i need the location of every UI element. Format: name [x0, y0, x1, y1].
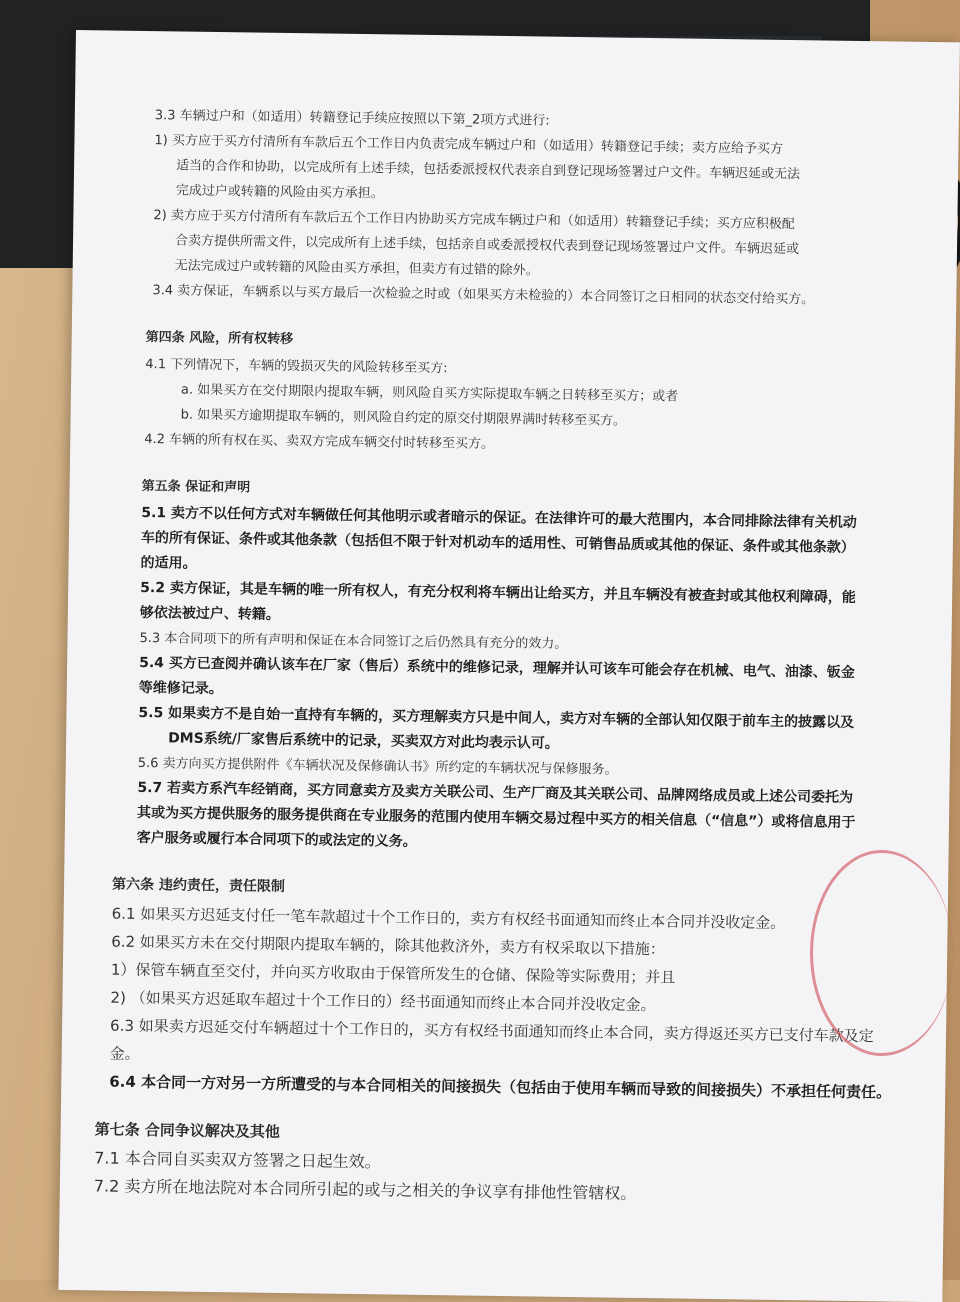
clause-3-3-option-1-line-1: 1) 买方应于买方付清所有车款后五个工作日内负责完成车辆过户和（如适用）转籍登记手续；卖方应给予买方 [154, 133, 783, 157]
clause-5-1-line-3: 的适用。 [140, 554, 197, 572]
clause-6-4: 6.4 本合同一方对另一方所遭受的与本合同相关的间接损失（包括由于使用车辆而导致的间接损失）不承担任何责任。 [109, 1072, 892, 1102]
clause-5-3: 5.3 本合同项下的所有声明和保证在本合同签订之后仍然具有充分的效力。 [139, 630, 568, 652]
clause-5-7-line-3: 客户服务或履行本合同项下的或法定的义务。 [136, 829, 417, 850]
clause-6-3-line-2: 金。 [109, 1044, 140, 1063]
section-5-title: 第五条 保证和声明 [141, 478, 251, 496]
clause-5-1-line-1: 5.1 卖方不以任何方式对车辆做任何其他明示或者暗示的保证。在法律许可的最大范围内，本合同排除法律有关机动 [141, 504, 857, 531]
clause-3-4: 3.4 卖方保证，车辆系以与买方最后一次检验之时或（如果买方未检验的）本合同签订之日相同的状态交付给买方。 [152, 283, 815, 308]
clause-4-1-a: a. 如果买方在交付期限内提取车辆，则风险自买方实际提取车辆之日转移至买方；或者 [180, 382, 679, 405]
section-7-title: 第七条 合同争议解决及其他 [94, 1120, 280, 1141]
clause-6-2-option-2: 2) （如果买方迟延取车超过十个工作日的）经书面通知而终止本合同并没收定金。 [110, 988, 656, 1015]
clause-5-2-line-2: 够依法被过户、转籍。 [139, 604, 280, 623]
clause-7-2: 7.2 卖方所在地法院对本合同所引起的或与之相关的争议享有排他性管辖权。 [93, 1176, 637, 1203]
clause-3-3: 3.3 车辆过户和（如适用）转籍登记手续应按照以下第_2项方式进行: [154, 108, 550, 129]
section-3-continued [92, 102, 895, 313]
contract-page [58, 30, 960, 1302]
section-6-title: 第六条 违约责任，责任限制 [111, 876, 286, 895]
clause-6-2-option-1: 1）保管车辆直至交付，并向买方收取由于保管所发生的仓储、保险等实际费用；并且 [110, 960, 676, 987]
clause-3-3-option-2-line-2: 合卖方提供所需文件，以完成所有上述手续，包括亲自或委派授权代表到登记现场签署过户文件。车辆迟延或 [174, 233, 800, 258]
clause-6-1: 6.1 如果买方迟延支付任一笔车款超过十个工作日的，卖方有权经书面通知而终止本合同并没收定金。 [111, 904, 786, 932]
section-4-title: 第四条 风险，所有权转移 [145, 330, 294, 348]
clause-5-4-line-2: 等维修记录。 [138, 679, 223, 698]
clause-5-4-line-1: 5.4 买方已查阅并确认该车在厂家（售后）系统中的维修记录，理解并认可该车可能会存在机械、电气、油漆、钣金 [139, 654, 855, 681]
clause-5-7-line-1: 5.7 若卖方系汽车经销商，买方同意卖方及卖方关联公司、生产厂商及其关联公司、品牌网络成员或上述公司委托为 [137, 779, 854, 806]
clause-6-3-line-1: 6.3 如果卖方迟延交付车辆超过十个工作日的，买方有权经书面通知而终止本合同，卖方得返还买方已支付车款及定 [109, 1016, 874, 1046]
clause-5-5-line-1: 5.5 如果卖方不是自始一直持有车辆的，买方理解卖方只是中间人，卖方对车辆的全部认知仅限于前车主的披露以及 [138, 704, 855, 731]
contract-text [80, 102, 895, 1211]
clause-5-5-line-2: DMS系统/厂家售后系统中的记录，买卖双方对此均表示认可。 [168, 730, 559, 752]
clause-3-3-option-2-line-1: 2) 卖方应于买方付清所有车款后五个工作日内协助买方完成车辆过户和（如适用）转籍登记手续；买方应积极配 [153, 208, 795, 233]
section-5 [85, 473, 890, 861]
section-4 [90, 324, 892, 462]
clause-6-2: 6.2 如果买方未在交付期限内提取车辆的，除其他救济外，卖方有权采取以下措施： [111, 932, 665, 959]
clause-3-3-option-1-line-3: 完成过户或转籍的风险由买方承担。 [175, 183, 384, 202]
clause-4-1-b: b. 如果买方逾期提取车辆的，则风险自约定的原交付期限界满时转移至买方。 [180, 407, 627, 429]
clause-5-6: 5.6 卖方向买方提供附件《车辆状况及保修确认书》所约定的车辆状况与保修服务。 [137, 755, 618, 778]
clause-4-1: 4.1 下列情况下，车辆的毁损灭失的风险转移至买方: [145, 357, 448, 377]
section-7 [80, 1117, 881, 1211]
clause-3-3-option-2-line-3: 无法完成过户或转籍的风险由买方承担，但卖方有过错的除外。 [174, 258, 539, 279]
clause-7-1: 7.1 本合同自买卖双方签署之日起生效。 [94, 1148, 381, 1172]
clause-5-2-line-1: 5.2 卖方保证，其是车辆的唯一所有权人，有充分权利将车辆出让给买方，并且车辆没有被查封或其他权利障碍，能 [140, 579, 856, 606]
section-6 [81, 872, 892, 1106]
clause-3-3-option-1-line-2: 适当的合作和协助，以完成所有上述手续，包括委派授权代表亲自到登记现场签署过户文件。车辆迟延或无法 [176, 158, 801, 183]
red-seal-stamp [810, 850, 953, 1056]
clause-5-1-line-2: 车的所有保证、条件或其他条款（包括但不限于针对机动车的适用性、可销售品质或其他的保证、条件或其他条款） [140, 529, 855, 556]
clause-5-7-line-2: 其或为买方提供服务的服务提供商在专业服务的范围内使用车辆交易过程中买方的相关信息（“信息”）或将信息用于 [136, 804, 856, 831]
clause-4-2: 4.2 车辆的所有权在买、卖双方完成车辆交付时转移至买方。 [144, 431, 495, 452]
